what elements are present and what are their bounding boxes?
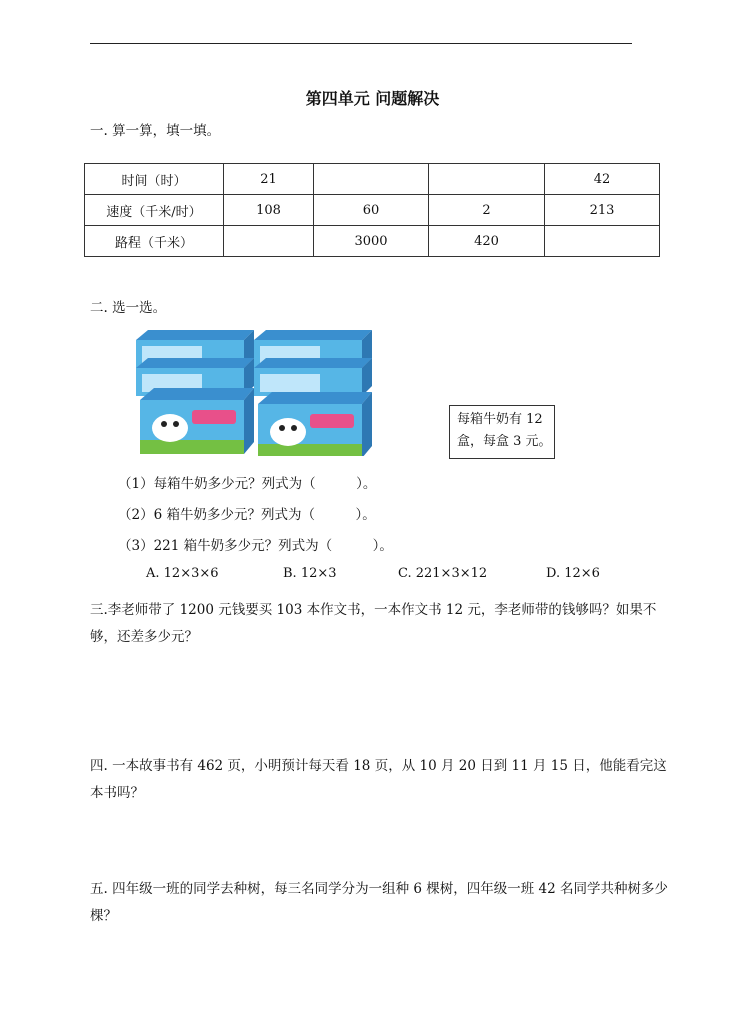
option-b: B. 12×3 xyxy=(283,566,337,581)
table-row xyxy=(85,195,660,226)
option-d: D. 12×6 xyxy=(546,566,600,581)
table-cell: 时间（时） xyxy=(85,164,224,195)
table-cell: 3000 xyxy=(314,226,429,257)
section-2-heading: 二. 选一选。 xyxy=(90,300,167,316)
table-cell: 213 xyxy=(545,195,660,226)
page-title: 第四单元 问题解决 xyxy=(305,89,440,108)
question-2: （2）6 箱牛奶多少元？列式为（ ）。 xyxy=(118,507,376,523)
table-cell: 21 xyxy=(224,164,314,195)
table-row xyxy=(85,164,660,195)
table-cell xyxy=(429,164,545,195)
info-box-line-2: 盒，每盒 3 元。 xyxy=(457,434,552,449)
table-cell: 42 xyxy=(545,164,660,195)
table-cell xyxy=(314,164,429,195)
milk-info-box xyxy=(449,405,555,459)
table-cell xyxy=(224,226,314,257)
table-cell: 108 xyxy=(224,195,314,226)
table-cell: 路程（千米） xyxy=(85,226,224,257)
section-5-problem: 五. 四年级一班的同学去种树，每三名同学分为一组种 6 棵树，四年级一班 42 名同学共种树多少棵？ xyxy=(90,881,669,924)
section-3-problem: 三.李老师带了 1200 元钱要买 103 本作文书，一本作文书 12 元，李老师带的钱够吗？如果不够，还差多少元？ xyxy=(90,602,657,645)
speed-distance-table xyxy=(84,163,660,257)
option-a: A. 12×3×6 xyxy=(146,566,219,581)
table-cell: 2 xyxy=(429,195,545,226)
question-3: （3）221 箱牛奶多少元？列式为（ ）。 xyxy=(118,538,393,554)
info-box-line-1: 每箱牛奶有 12 xyxy=(457,412,543,427)
section-4-problem: 四. 一本故事书有 462 页，小明预计每天看 18 页，从 10 月 20 日到 11 月 15 日，他能看完这本书吗？ xyxy=(90,758,667,801)
header-rule xyxy=(90,43,632,44)
table-row xyxy=(85,226,660,257)
option-c: C. 221×3×12 xyxy=(398,566,488,581)
table-cell: 420 xyxy=(429,226,545,257)
question-1: （1）每箱牛奶多少元？列式为（ ）。 xyxy=(118,476,377,492)
table-cell xyxy=(545,226,660,257)
table-cell: 速度（千米/时） xyxy=(85,195,224,226)
section-1-heading: 一. 算一算，填一填。 xyxy=(90,123,221,139)
table-cell: 60 xyxy=(314,195,429,226)
milk-boxes-image xyxy=(136,326,382,456)
